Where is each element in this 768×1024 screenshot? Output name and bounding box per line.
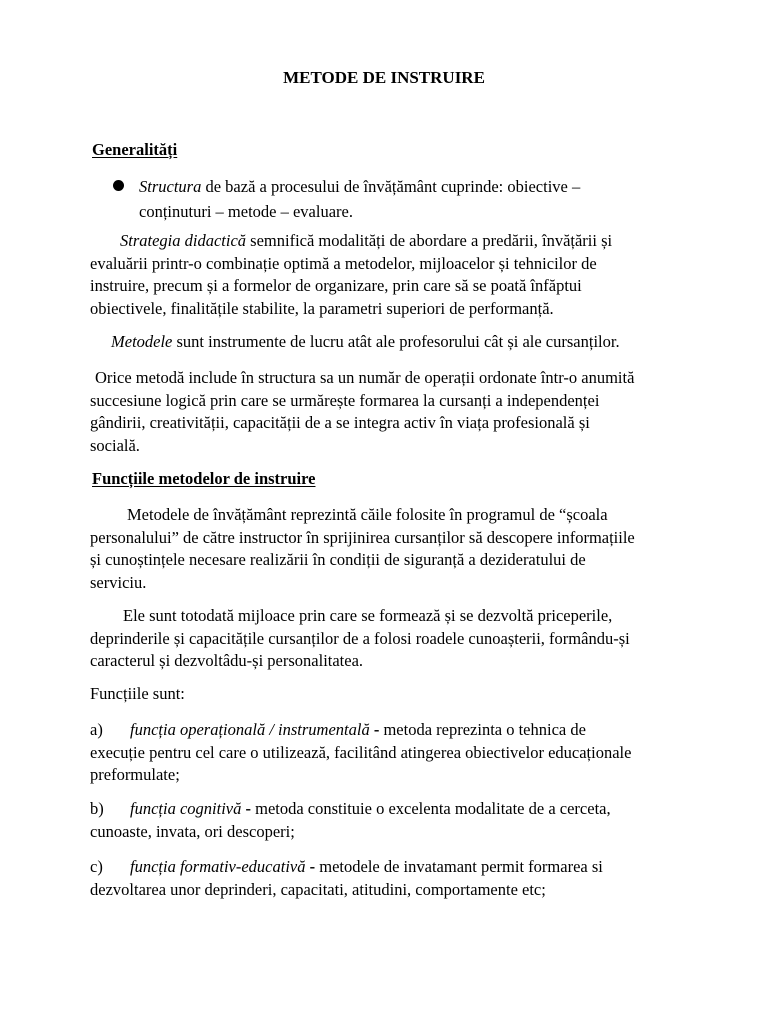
list-item: a) funcția operațională / instrumentală - metoda reprezinta o tehnica de execuție pentru cel care o utilizează, facilitând atingerea obiectivelor educaționale preformulate; xyxy=(90,720,632,784)
paragraph-ele-sunt: Ele sunt totodată mijloace prin care se formează și se dezvoltă priceperile, deprinderile și capacitățile cursanților de a folosi roadele cunoașterii, formându-și caracterul și dezvoltâdu-și personalitatea. xyxy=(90,606,630,670)
page-title: METODE DE INSTRUIRE xyxy=(283,68,485,87)
paragraph-orice-metoda: Orice metodă include în structura sa un număr de operații ordonate într-o anumită succesiune logică prin care se urmărește formarea la cursanți a independenței gândirii, creativității, capacității de a se integra activ în viața profesională și socială. xyxy=(90,368,635,455)
bullet-text: Structura de bază a procesului de învățământ cuprinde: obiective – conținuturi – metode – evaluare. xyxy=(139,177,581,221)
term-structura: Structura xyxy=(139,177,202,196)
list-item: b) funcția cognitivă - metoda constituie o excelenta modalitate de a cerceta, cunoaste, invata, ori descoperi; xyxy=(90,799,611,841)
section-heading-functiile: Funcțiile metodelor de instruire xyxy=(92,469,316,488)
term-strategia: Strategia didactică xyxy=(120,231,247,250)
list-item: c) funcția formativ-educativă - metodele de invatamant permit formarea si dezvoltarea unor deprinderi, capacitati, atitudini, comportamente etc; xyxy=(90,857,603,899)
paragraph-strategia: Strategia didactică semnifică modalități de abordare a predării, învățării și evaluării printr-o combinație optimă a metodelor, mijloacelor și tehnicilor de instruire, precum și a formelor de organizare, prin care să se poată înfăptui obiectivele, finalitățile stabilite, la parametri superiori de performanță. xyxy=(90,231,613,318)
term-metodele: Metodele xyxy=(111,332,173,351)
paragraph-metodele-invatamant: Metodele de învățământ reprezintă căile folosite în programul de “școala personalului” de către instructor în sprijinirea cursanților să descopere informațiile și cunoștințele necesare realizării în condiții de siguranță a dezideratului de serviciu. xyxy=(90,505,635,592)
section-heading-generalitati: Generalități xyxy=(92,140,178,159)
bullet-icon xyxy=(113,180,124,191)
paragraph-metodele: Metodele sunt instrumente de lucru atât ale profesorului cât și ale cursanților. xyxy=(111,332,620,351)
functions-intro: Funcțiile sunt: xyxy=(90,684,185,703)
